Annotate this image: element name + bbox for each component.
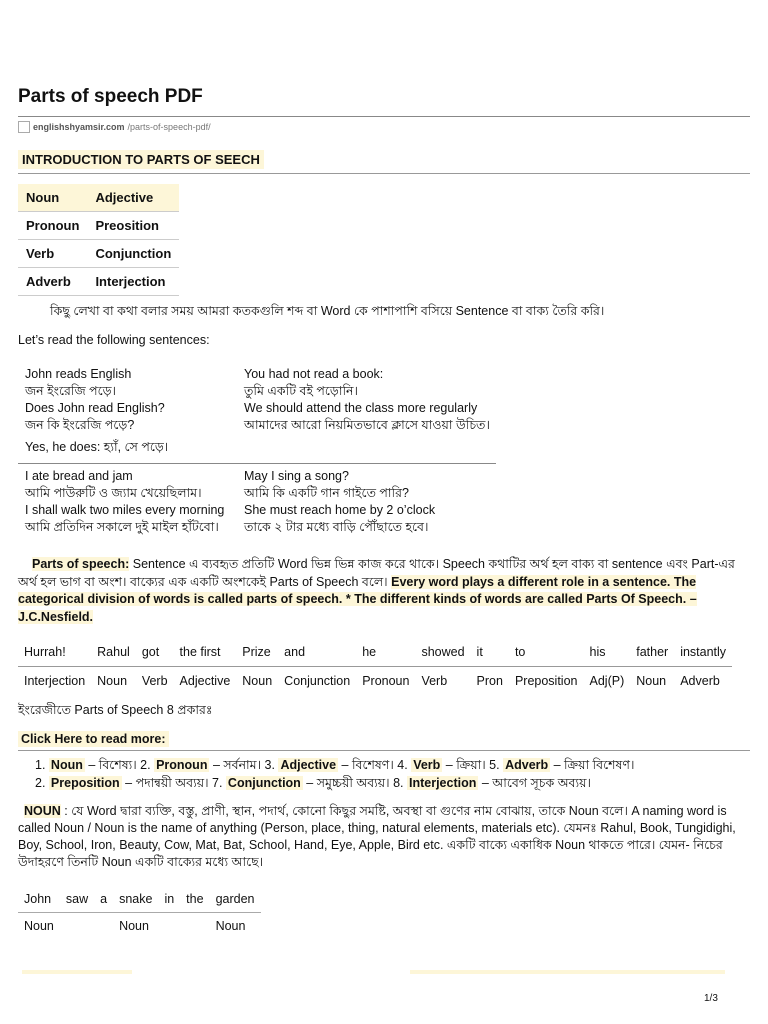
intro-bengali: কিছু লেখা বা কথা বলার সময় আমরা কতকগুলি শব্দ বা Word কে পাশাপাশি বসিয়ে Sentence বা বাক্য তৈরি করি। [50, 304, 605, 318]
tag-cell [158, 913, 180, 940]
list-desc: – বিশেষণ। 4. [338, 758, 412, 772]
tag-cell: Pronoun [362, 674, 410, 688]
parts-table [18, 184, 179, 296]
word-cell: instantly [674, 638, 732, 667]
list-number: 1. [35, 758, 46, 772]
word-cell: Rahul [91, 638, 136, 667]
highlight-fragment [410, 970, 725, 974]
list-desc: – ক্রিয়া বিশেষণ। [550, 758, 635, 772]
list-term: Adjective [280, 758, 337, 772]
click-here-link[interactable]: Click Here to read more: [18, 731, 169, 747]
list-term: Preposition [50, 776, 120, 790]
table-row [18, 212, 179, 240]
list-desc: – বিশেষ্য। 2. [84, 758, 155, 772]
read-following: Let’s read the following sentences: [18, 333, 210, 347]
example2-words-row [18, 886, 261, 913]
table-cell: Pronoun [18, 212, 87, 240]
word-cell: it [471, 638, 509, 667]
source-link[interactable] [18, 121, 211, 133]
sentence-line: Yes, he does: হ্যাঁ, সে পড়ে। [25, 440, 169, 454]
list-term: Adverb [505, 758, 549, 772]
sentence-line: I shall walk two miles every morning [25, 503, 225, 517]
tag-cell: Verb [141, 674, 168, 688]
tag-cell: Verb [421, 674, 448, 688]
parts-of-speech-text: Sentence এ ব্যবহৃত প্রতিটি Word ভিন্ন ভিন্ন কাজ করে থাকে। Speech কথাটির অর্থ হল বাক্য বা sentence এবং Part-এর অর্থ হল ভাগ বা অংশ। বাক্যের এক একটি অংশকেই Parts of Speech বলে। [18, 557, 735, 589]
tag-cell: Interjection [24, 674, 86, 688]
sentence-line: তুমি একটি বই পড়োনি। [244, 384, 358, 398]
list-desc: – সর্বনাম। 3. [209, 758, 279, 772]
word-cell: in [158, 886, 180, 913]
sentence-block-left-bottom [25, 468, 224, 536]
sentence-line: Does John read English? [25, 401, 165, 415]
word-cell: John [18, 886, 60, 913]
word-cell: Hurrah! [18, 638, 91, 667]
word-cell: snake [113, 886, 158, 913]
tag-cell: Noun [215, 919, 246, 933]
word-cell: got [136, 638, 174, 667]
sentence-line: She must reach home by 2 o’clock [244, 503, 436, 517]
sentence-line: You had not read a book: [244, 367, 384, 381]
sentence-line: May I sing a song? [244, 469, 349, 483]
sentence-line: জন ইংরেজি পড়ে। [25, 384, 117, 398]
page-number: 1/3 [704, 993, 718, 1004]
heading-divider [18, 173, 750, 174]
word-cell: he [356, 638, 415, 667]
tag-cell: Noun [97, 674, 128, 688]
parts-of-speech-paragraph [18, 556, 743, 626]
word-cell: his [584, 638, 631, 667]
sentences-divider [18, 463, 496, 464]
word-cell: the first [174, 638, 237, 667]
list-item [35, 756, 634, 774]
word-cell: the [180, 886, 209, 913]
table-cell: Adjective [87, 184, 179, 212]
sentence-line: জন কি ইংরেজি পড়ে? [25, 418, 135, 432]
word-cell: Prize [236, 638, 278, 667]
sentence-line: I ate bread and jam [25, 469, 133, 483]
tag-cell: Conjunction [284, 674, 351, 688]
table-cell: Interjection [87, 268, 179, 296]
source-domain: englishshyamsir.com [33, 122, 125, 132]
tag-cell: Noun [119, 919, 149, 933]
table-row [18, 184, 179, 212]
example-sentence-table [18, 638, 732, 691]
tag-cell [94, 913, 113, 940]
list-desc: – আবেগ সূচক অব্যয়। [478, 776, 591, 790]
table-cell: Conjunction [87, 240, 179, 268]
list-term: Noun [50, 758, 83, 772]
favicon-icon [18, 121, 30, 133]
sentence-line: তাকে ২ টার মধ্যে বাড়ি পৌঁছাতে হবে। [244, 520, 429, 534]
noun-example-table [18, 886, 261, 939]
parts-of-speech-label: Parts of speech: [32, 557, 130, 571]
table-row [18, 240, 179, 268]
tag-cell: Noun [636, 674, 667, 688]
word-cell: a [94, 886, 113, 913]
tag-cell: Adjective [179, 674, 231, 688]
list-term: Verb [413, 758, 441, 772]
list-term: Pronoun [156, 758, 208, 772]
eight-types-line: ইংরেজীতে Parts of Speech 8 প্রকারঃ [18, 703, 213, 717]
example2-tags-row [18, 913, 261, 940]
list-desc: – ক্রিয়া। 5. [442, 758, 504, 772]
word-cell: showed [415, 638, 470, 667]
tag-cell: Adj(P) [589, 674, 625, 688]
list-desc: – সমুচ্চয়ী অব্যয়। 8. [302, 776, 407, 790]
noun-text: : যে Word দ্বারা ব্যক্তি, বস্তু, প্রাণী, স্থান, পদার্থ, কোনো কিছুর সমষ্টি, অবস্থা বা গুণের নাম বোঝায়, তাকে Noun বলে। A naming word is called Noun / Noun is the name of anything (Person, place, thing, natural elements, materials etc). যেমনঃ Rahul, Book, Tungidighi, Boy, School, Iron, Beauty, Cow, Mat, Bat, School, Hand, Eye, Apple, Bird etc. একটি বাক্যে একাধিক Noun থাকতে পারে। যেমন- নিচের উদাহরণে তিনটি Noun একটি বাক্যের মধ্যে আছে। [18, 804, 736, 869]
source-path: /parts-of-speech-pdf/ [127, 122, 211, 132]
tag-cell: Noun [24, 919, 54, 933]
sentence-block-right-bottom [244, 468, 435, 536]
sentence-line: আমি পাউরুটি ও জ্যাম খেয়েছিলাম। [25, 486, 202, 500]
section-heading: INTRODUCTION TO PARTS OF SEECH [18, 150, 264, 169]
parts-of-speech-quote: Every word plays a different role in a sentence. The categorical division of words is called parts of speech. * The different kinds of words are called Parts Of Speech. – J.C.Nesfield. [18, 574, 697, 624]
sentence-block-left-top [25, 366, 168, 456]
table-cell: Verb [18, 240, 87, 268]
tag-cell: Preposition [514, 674, 578, 688]
word-cell: father [630, 638, 674, 667]
list-number: 2. [35, 776, 46, 790]
list-term: Interjection [408, 776, 477, 790]
page-title: Parts of speech PDF [18, 86, 203, 107]
example-tags-row [18, 667, 732, 692]
sentence-block-right-top [244, 366, 490, 434]
table-row [18, 268, 179, 296]
sentence-line: John reads English [25, 367, 132, 381]
tag-cell [180, 913, 209, 940]
highlight-fragment [22, 970, 132, 974]
tag-cell [60, 913, 94, 940]
sentence-line: We should attend the class more regularly [244, 401, 478, 415]
sentence-line: আমি কি একটি গান গাইতে পারি? [244, 486, 409, 500]
sentence-line: আমাদের আরো নিয়মিতভাবে ক্লাসে যাওয়া উচিত। [244, 418, 490, 432]
word-cell: to [509, 638, 584, 667]
table-cell: Adverb [18, 268, 87, 296]
table-cell: Preosition [87, 212, 179, 240]
list-item [35, 774, 634, 792]
noun-label: NOUN [24, 804, 61, 818]
parts-list [35, 756, 634, 792]
example-words-row [18, 638, 732, 667]
tag-cell: Pron [476, 674, 503, 688]
word-cell: garden [210, 886, 261, 913]
list-divider [18, 750, 750, 751]
sentence-line: আমি প্রতিদিন সকালে দুই মাইল হাঁটবো। [25, 520, 219, 534]
tag-cell: Adverb [680, 674, 720, 688]
word-cell: and [278, 638, 356, 667]
word-cell: saw [60, 886, 94, 913]
list-desc: – পদান্বয়ী অব্যয়। 7. [121, 776, 226, 790]
title-divider [18, 116, 750, 117]
tag-cell: Noun [242, 674, 273, 688]
list-term: Conjunction [227, 776, 301, 790]
noun-paragraph [18, 803, 748, 871]
table-cell: Noun [18, 184, 87, 212]
